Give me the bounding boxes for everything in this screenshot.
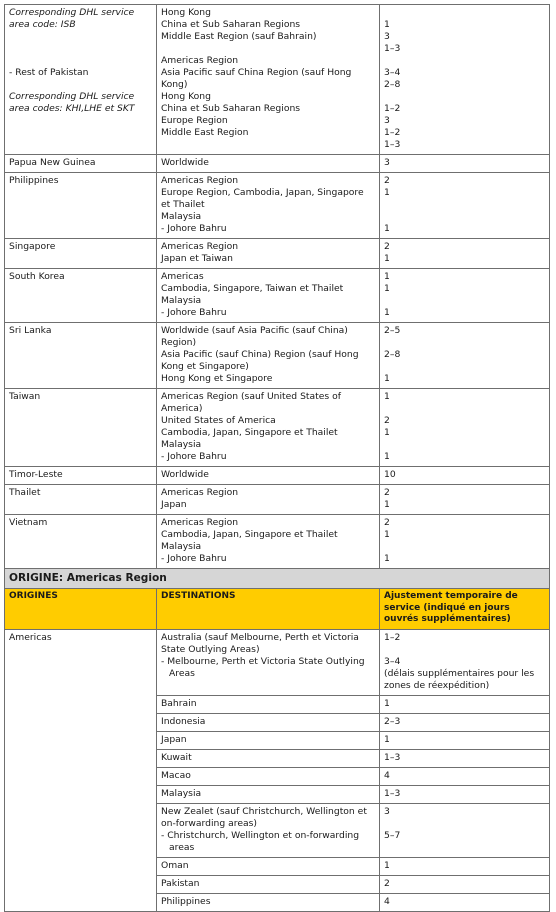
adjustment-value-cell: [380, 767, 550, 785]
adjustment-value: 1: [384, 19, 390, 30]
adjustment-value: 1–2: [384, 103, 401, 114]
destination: Middle East Region (sauf Bahrain): [161, 31, 317, 42]
adjustment-value: 1: [384, 427, 390, 438]
adjustment-value: 2: [384, 517, 390, 528]
adjustment-value-cell: [380, 155, 550, 173]
spacer: [384, 295, 545, 307]
section-title: ORIGINE: Americas Region: [5, 569, 550, 589]
destination-cell: [157, 323, 380, 389]
destination-cell: [157, 389, 380, 467]
adjustment-value-cell: [380, 857, 550, 875]
adjustment-value: 1: [384, 271, 390, 282]
adjustment-value: 3: [384, 157, 390, 168]
destination-cell: [157, 857, 380, 875]
destination-cell: [157, 785, 380, 803]
origin-name: Papua New Guinea: [9, 157, 96, 168]
adjustment-value-cell: [380, 323, 550, 389]
table-row: [5, 389, 550, 467]
spacer: [9, 43, 152, 55]
spacer: [384, 91, 545, 103]
destination: Worldwide: [161, 157, 209, 168]
origin-cell: [5, 5, 157, 155]
destination-cell: [157, 467, 380, 485]
destination-cell: [157, 485, 380, 515]
header-destinations: DESTINATIONS: [157, 589, 380, 630]
destination-cell: [157, 155, 380, 173]
table-row: [5, 485, 550, 515]
adjustment-value: 1: [384, 451, 390, 462]
destination: Americas Region: [161, 175, 239, 186]
table-row: [5, 269, 550, 323]
destination: Malaysia: [161, 787, 202, 799]
destination: Malaysia: [161, 439, 202, 450]
origin-cell: [5, 269, 157, 323]
destination-cell: [157, 749, 380, 767]
destination: Asia Pacific sauf China Region (sauf Hong Kong): [161, 67, 352, 90]
adjustment-value: 1–3: [384, 139, 401, 150]
table-row: [5, 467, 550, 485]
destination: Oman: [161, 859, 189, 871]
destination: Australia (sauf Melbourne, Perth et Victoria State Outlying Areas): [161, 631, 359, 655]
adjustment-value-cell: [380, 515, 550, 569]
destination-cell: [157, 767, 380, 785]
adjustment-value: 1: [384, 553, 390, 564]
destination-cell: [157, 731, 380, 749]
adjustment-value: 1: [384, 697, 390, 709]
spacer: [384, 211, 545, 223]
destination: Hong Kong: [161, 91, 211, 102]
adjustment-value: 1: [384, 187, 390, 198]
adjustment-value: 2: [384, 487, 390, 498]
section-row: [5, 569, 550, 589]
destination-cell: [157, 875, 380, 893]
table-row: [5, 323, 550, 389]
adjustment-value: 1–3: [384, 751, 401, 763]
table-row: [5, 173, 550, 239]
adjustment-value-cell: [380, 239, 550, 269]
adjustment-value: 3–4: [384, 67, 401, 78]
header-adjustment: Ajustement temporaire de service (indiqué en jours ouvrés supplémentaires): [380, 589, 550, 630]
destination: Bahrain: [161, 697, 197, 709]
adjustment-value-cell: [380, 485, 550, 515]
adjustment-value: 3: [384, 31, 390, 42]
origin-name: Vietnam: [9, 517, 48, 528]
destination-cell: [157, 713, 380, 731]
destination: - Christchurch, Wellington et on-forwarding areas: [161, 829, 360, 853]
service-adjustment-table: [4, 4, 550, 912]
origin-name: Sri Lanka: [9, 325, 52, 336]
destination-cell: [157, 515, 380, 569]
adjustment-value: 1: [384, 529, 390, 540]
destination: Cambodia, Japan, Singapore et Thailet: [161, 427, 338, 438]
adjustment-value: 2–5: [384, 325, 401, 336]
destination: Worldwide: [161, 469, 209, 480]
spacer: [384, 644, 545, 656]
adjustment-value-cell: [380, 173, 550, 239]
destination: Asia Pacific (sauf China) Region (sauf Hong Kong et Singapore): [161, 349, 359, 372]
destination: Pakistan: [161, 877, 200, 889]
spacer: [384, 439, 545, 451]
adjustment-value-cell: [380, 803, 550, 857]
adjustment-value: 2–8: [384, 79, 401, 90]
origin-cell: [5, 629, 157, 911]
spacer: [384, 818, 545, 830]
origin-name: South Korea: [9, 271, 65, 282]
table-row: [5, 515, 550, 569]
adjustment-value: 2: [384, 241, 390, 252]
destination: - Johore Bahru: [161, 553, 227, 564]
adjustment-value: 3–4: [384, 655, 401, 667]
origin-note: - Rest of Pakistan: [9, 67, 89, 78]
destination-cell: [157, 803, 380, 857]
adjustment-value-cell: [380, 389, 550, 467]
adjustment-value-cell: [380, 785, 550, 803]
destination: Europe Region, Cambodia, Japan, Singapore et Thailet: [161, 187, 364, 210]
destination: China et Sub Saharan Regions: [161, 19, 301, 30]
destination-cell: [157, 695, 380, 713]
adjustment-value: 1: [384, 307, 390, 318]
adjustment-value-cell: [380, 749, 550, 767]
origin-name: Taiwan: [9, 391, 41, 402]
spacer: [384, 541, 545, 553]
destination-cell: [157, 173, 380, 239]
spacer: [384, 361, 545, 373]
destination: Americas Region: [161, 487, 239, 498]
origin-name: Thailet: [9, 487, 41, 498]
spacer: [9, 31, 152, 43]
table-row: [5, 239, 550, 269]
adjustment-value: 1: [384, 223, 390, 234]
adjustment-value: 2: [384, 877, 390, 889]
destination: Indonesia: [161, 715, 206, 727]
destination: - Johore Bahru: [161, 223, 227, 234]
destination: Philippines: [161, 895, 211, 907]
destination-cell: [157, 629, 380, 695]
adjustment-value: 2: [384, 415, 390, 426]
destination: Malaysia: [161, 541, 202, 552]
header-origins: ORIGINES: [5, 589, 157, 630]
adjustment-value: 1: [384, 391, 390, 402]
adjustment-value-cell: [380, 713, 550, 731]
table-row: [5, 629, 550, 695]
destination: Hong Kong et Singapore: [161, 373, 273, 384]
adjustment-value: 1–3: [384, 43, 401, 54]
destination: Americas Region: [161, 517, 239, 528]
destination: Japan: [161, 733, 187, 745]
destination: Americas Region (sauf United States of America): [161, 391, 341, 414]
origin-name: Singapore: [9, 241, 56, 252]
destination: Japan et Taiwan: [161, 253, 233, 264]
spacer: [384, 403, 545, 415]
destination: Americas Region: [161, 241, 239, 252]
destination: Malaysia: [161, 211, 202, 222]
destination-cell: [157, 5, 380, 155]
destination: - Johore Bahru: [161, 451, 227, 462]
adjustment-value: 1: [384, 859, 390, 871]
adjustment-value: 1: [384, 373, 390, 384]
spacer: [384, 7, 545, 19]
adjustment-value-cell: [380, 695, 550, 713]
origin-name: Timor-Leste: [9, 469, 63, 480]
adjustment-value: 4: [384, 769, 390, 781]
adjustment-value: 2–3: [384, 715, 401, 727]
adjustment-value: 5–7: [384, 829, 401, 841]
adjustment-value: 1–3: [384, 787, 401, 799]
destination: Worldwide (sauf Asia Pacific (sauf China) Region): [161, 325, 348, 348]
adjustment-value: 1: [384, 499, 390, 510]
spacer: [9, 55, 152, 67]
destination: Europe Region: [161, 115, 228, 126]
destination: Middle East Region: [161, 127, 249, 138]
spacer: [9, 79, 152, 91]
destination: - Johore Bahru: [161, 307, 227, 318]
adjustment-value-cell: [380, 269, 550, 323]
table-row: [5, 5, 550, 155]
adjustment-value: 1: [384, 253, 390, 264]
destination: New Zealet (sauf Christchurch, Wellington et on-forwarding areas): [161, 805, 367, 829]
destination: Cambodia, Japan, Singapore et Thailet: [161, 529, 338, 540]
destination: United States of America: [161, 415, 276, 426]
destination: Cambodia, Singapore, Taiwan et Thailet: [161, 283, 344, 294]
spacer: [384, 55, 545, 67]
destination: - Melbourne, Perth et Victoria State Outlying Areas: [161, 655, 365, 679]
destination-cell: [157, 269, 380, 323]
origin-cell: [5, 515, 157, 569]
destination: Americas: [161, 271, 204, 282]
table-row: [5, 155, 550, 173]
adjustment-value: (délais supplémentaires pour les zones de réexpédition): [384, 667, 535, 691]
destination: China et Sub Saharan Regions: [161, 103, 301, 114]
adjustment-value-cell: [380, 5, 550, 155]
adjustment-value-cell: [380, 467, 550, 485]
destination: Americas Region: [161, 55, 239, 66]
adjustment-value: 1–2: [384, 631, 401, 643]
adjustment-value: 2: [384, 175, 390, 186]
origin-cell: [5, 467, 157, 485]
origin-cell: [5, 389, 157, 467]
origin-name: Americas: [9, 631, 52, 643]
adjustment-value: 4: [384, 895, 390, 907]
origin-note: Corresponding DHL service area code: ISB: [9, 7, 135, 30]
adjustment-value-cell: [380, 731, 550, 749]
destination-cell: [157, 893, 380, 911]
origin-name: Philippines: [9, 175, 59, 186]
adjustment-value: 3: [384, 115, 390, 126]
header-row: [5, 589, 550, 630]
destination: Kuwait: [161, 751, 192, 763]
adjustment-value: 1–2: [384, 127, 401, 138]
destination: Hong Kong: [161, 7, 211, 18]
spacer: [384, 337, 545, 349]
spacer: [384, 199, 545, 211]
adjustment-value: 2–8: [384, 349, 401, 360]
origin-cell: [5, 173, 157, 239]
adjustment-value: 10: [384, 469, 396, 480]
adjustment-value-cell: [380, 875, 550, 893]
destination: Macao: [161, 769, 191, 781]
origin-cell: [5, 323, 157, 389]
adjustment-value: 3: [384, 805, 390, 817]
adjustment-value-cell: [380, 629, 550, 695]
origin-cell: [5, 239, 157, 269]
adjustment-value-cell: [380, 893, 550, 911]
destination-cell: [157, 239, 380, 269]
spacer: [161, 43, 375, 55]
adjustment-value: 1: [384, 283, 390, 294]
adjustment-value: 1: [384, 733, 390, 745]
origin-cell: [5, 485, 157, 515]
destination: Japan: [161, 499, 187, 510]
origin-cell: [5, 155, 157, 173]
origin-note: Corresponding DHL service area codes: KHI,LHE et SKT: [9, 91, 135, 114]
destination: Malaysia: [161, 295, 202, 306]
